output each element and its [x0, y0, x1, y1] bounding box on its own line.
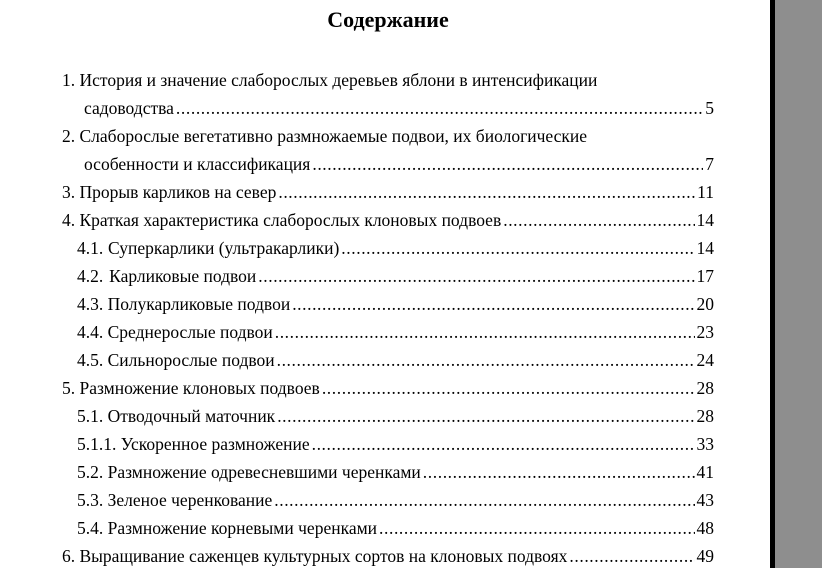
toc-entry-4-3 — [0, 290, 714, 318]
toc-entry-text: 4.5. Сильнорослые подвои — [77, 350, 275, 370]
dot-leader — [176, 94, 703, 122]
dot-leader — [274, 486, 694, 514]
toc-entry-5-1 — [0, 402, 714, 430]
toc-entry-5-1-1 — [0, 430, 714, 458]
page-number: 43 — [696, 490, 714, 510]
toc-entry-number: 4.1. — [77, 238, 104, 258]
toc-entry-text: 5.3. Зеленое черенкование — [77, 490, 273, 510]
viewer-background — [775, 0, 822, 568]
toc-entry-1-line-1 — [0, 66, 714, 94]
toc-entry-6 — [0, 542, 714, 568]
toc-entry-4-5 — [0, 346, 714, 374]
page-number: 28 — [696, 406, 714, 426]
dot-leader — [503, 206, 694, 234]
toc-heading: Содержание — [327, 7, 449, 32]
dot-leader — [322, 374, 695, 402]
dot-leader — [312, 150, 703, 178]
page-number: 48 — [696, 518, 714, 538]
dot-leader — [292, 290, 694, 318]
toc-entry-text: Карликовые подвои — [109, 266, 257, 286]
dot-leader — [423, 458, 695, 486]
toc-entry-5-2 — [0, 458, 714, 486]
toc-entry-text: садоводства — [84, 98, 174, 118]
page-number: 17 — [696, 266, 714, 286]
toc-entry-5-3 — [0, 486, 714, 514]
toc-entry-2-line-1 — [0, 122, 714, 150]
toc-entry-text: 4. Краткая характеристика слаборослых клоновых подвоев — [62, 210, 502, 230]
toc-entry-text: 5.4. Размножение корневыми черенками — [77, 518, 378, 538]
dot-leader — [277, 402, 694, 430]
toc-entry-5-4 — [0, 514, 714, 542]
dot-leader — [258, 262, 694, 290]
toc-entry-2-line-2 — [0, 150, 714, 178]
page-number: 5 — [705, 98, 714, 118]
page-number: 49 — [696, 546, 714, 566]
toc-entry-text: 4.4. Среднерослые подвои — [77, 322, 273, 342]
page-number: 24 — [696, 350, 714, 370]
toc-entry-text: 3. Прорыв карликов на север — [62, 182, 277, 202]
toc-entry-4-4 — [0, 318, 714, 346]
toc-entry-text: Суперкарлики (ультракарлики) — [108, 238, 340, 258]
toc-entry-text: 4.3. Полукарликовые подвои — [77, 294, 291, 314]
toc-entry-text: особенности и классификация — [84, 154, 311, 174]
toc-entry-text: 1. История и значение слаборослых деревьев яблони в интенсификации — [62, 70, 598, 90]
toc-entry-3 — [0, 178, 714, 206]
page-number: 33 — [696, 434, 714, 454]
toc-entry-text: 5.2. Размножение одревесневшими черенками — [77, 462, 421, 482]
toc-entry-4-2 — [0, 262, 714, 290]
toc-entry-number: 4.2. — [77, 266, 104, 286]
toc-entry-text: 5. Размножение клоновых подвоев — [62, 378, 320, 398]
page-number: 41 — [696, 462, 714, 482]
page-number: 11 — [697, 182, 714, 202]
page-number: 7 — [705, 154, 714, 174]
toc-entry-text: 2. Слаборослые вегетативно размножаемые подвои, их биологические — [62, 126, 588, 146]
toc-entry-text: 5.1. Отводочный маточник — [77, 406, 276, 426]
toc-entry-text: 5.1.1. Ускоренное размножение — [77, 434, 310, 454]
page-number: 14 — [696, 238, 714, 258]
dot-leader — [341, 234, 694, 262]
dot-leader — [275, 318, 695, 346]
toc-entry-5 — [0, 374, 714, 402]
toc-entry-text: 6. Выращивание саженцев культурных сортов на клоновых подвоях — [62, 546, 568, 566]
page-number: 14 — [696, 210, 714, 230]
toc-entry-4 — [0, 206, 714, 234]
toc-entry-1-line-2 — [0, 94, 714, 122]
page-number: 28 — [696, 378, 714, 398]
dot-leader — [569, 542, 694, 568]
dot-leader — [312, 430, 695, 458]
dot-leader — [379, 514, 694, 542]
dot-leader — [277, 346, 695, 374]
page-number: 23 — [696, 322, 714, 342]
toc-entry-4-1 — [0, 234, 714, 262]
page-number: 20 — [696, 294, 714, 314]
dot-leader — [278, 178, 695, 206]
